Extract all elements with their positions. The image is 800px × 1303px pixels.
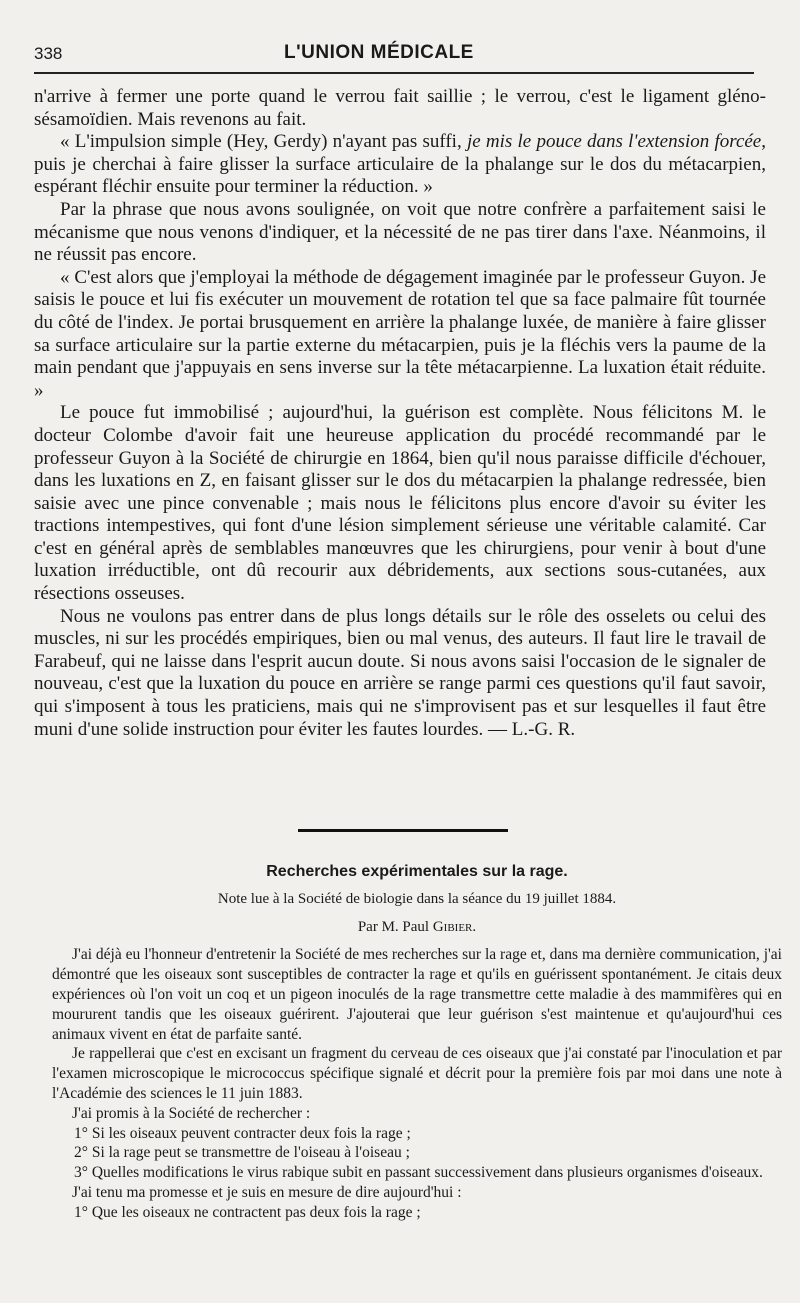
paragraph: Nous ne voulons pas entrer dans de plus longs détails sur le rôle des osselets ou celui des muscles, ni sur les procédés empiriques, bien ou mal venus, des auteurs. Il faut lire le travail de Farabeuf, qui ne laisse dans l'esprit aucun doute. Si nous avons saisi l'occasion de le signaler de nouveau, c'est que la luxation du pouce en arrière se range parmi ces questions qu'il faut savoir, qui s'imposent à tous les praticiens, mais qui ne s'improvisent pas et sur lesquelles il faut être muni d'une solide instruction pour éviter les fautes lourdes. — L.-G. R. xyxy=(34,605,766,740)
article xyxy=(52,862,782,1223)
paragraph: Par la phrase que nous avons soulignée, on voit que notre confrère a parfaitement saisi le mécanisme que nous venons d'indiquer, et la nécessité de ne pas tirer dans l'axe. Néanmoins, il ne réussit pas encore. xyxy=(34,198,766,266)
paragraph: Je rappellerai que c'est en excisant un fragment du cerveau de ces oiseaux que j'ai constaté par l'inoculation et par l'examen microscopique le micrococcus spécifique signalé et décrit pour la première fois par moi dans une note à l'Académie des sciences le 11 juin 1883. xyxy=(52,1045,782,1102)
main-column xyxy=(34,86,766,741)
page-header xyxy=(34,44,754,72)
author-prefix: Par M. Paul xyxy=(357,918,433,935)
italic-text: je mis le pouce dans l'extension forcée xyxy=(466,131,762,153)
paragraph-text: « L'impulsion simple (Hey, Gerdy) n'ayant pas suffi, xyxy=(60,131,467,153)
header-rule xyxy=(34,72,754,74)
paragraph: « C'est alors que j'employai la méthode de dégagement imaginée par le professeur Guyon. Je saisis le pouce et lui fis exécuter un mouvement de rotation tel que sa face palmaire fût tournée du côté de l'index. Je portai brusquement en arrière la phalange luxée, de manière à faire glisser sa surface articulaire sur la partie externe du métacarpien, puis je la fléchis vers la paume de la main pendant que j'appuyais en sens inverse sur la tête métacarpienne. La luxation était réduite. » xyxy=(34,266,766,401)
paragraph-text: , puis je cherchai à faire glisser la surface articulaire de la phalange sur le dos du métacarpien, espérant fléchir ensuite pour terminer la réduction. » xyxy=(34,131,766,198)
list-item: 3° Quelles modifications le virus rabique subit en passant successivement dans plusieurs organismes d'oiseaux. xyxy=(74,1164,763,1182)
paragraph: n'arrive à fermer une porte quand le verrou fait saillie ; le verrou, c'est le ligament gléno-sésamoïdien. Mais revenons au fait. xyxy=(34,86,766,130)
article-title: Recherches expérimentales sur la rage. xyxy=(266,863,568,880)
paragraph: J'ai tenu ma promesse et je suis en mesure de dire aujourd'hui : xyxy=(72,1183,462,1201)
running-head: L'UNION MÉDICALE xyxy=(284,42,474,63)
paragraph: Le pouce fut immobilisé ; aujourd'hui, la guérison est complète. Nous félicitons M. le docteur Colombe d'avoir fait une heureuse application du procédé recommandé par le professeur Guyon à la Société de chirurgie en 1864, bien qu'il nous paraisse difficile d'échouer, dans les luxations en Z, en faisant glisser sur le dos du métacarpien la phalange redressée, bien saisie avec une pince convenable ; mais nous le félicitons plus encore d'avoir su éviter les tractions intempestives, qui font d'une lésion simplement sérieuse une véritable calamité. Car c'est en général après de semblables manœuvres que les chirurgiens, pour venir à bout d'une luxation irréductible, ont dû recourir aux débridements, aux sections sous-cutanées, aux résections osseuses. xyxy=(34,402,766,605)
list-item: 1° Que les oiseaux ne contractent pas deux fois la rage ; xyxy=(74,1203,421,1221)
article-author xyxy=(52,918,782,938)
paragraph: J'ai promis à la Société de rechercher : xyxy=(72,1104,311,1122)
page-number: 338 xyxy=(34,44,63,63)
paragraph: J'ai déjà eu l'honneur d'entretenir la Société de mes recherches sur la rage et, dans ma dernière communication, j'ai démontré que les oiseaux sont susceptibles de contracter la rage et qu'ils en guérissent spontanément. Je citais deux expériences où l'on voit un coq et un pigeon inoculés de la rage transmettre cette maladie à des mammifères qui en moururent tandis que les oiseaux guérirent. J'ajouterai que leur guérison s'est maintenue et qu'aujourd'hui ces animaux vivent en état de parfaite santé. xyxy=(52,946,782,1043)
list-item: 2° Si la rage peut se transmettre de l'oiseau à l'oiseau ; xyxy=(74,1144,410,1162)
list-item: 1° Si les oiseaux peuvent contracter deux fois la rage ; xyxy=(74,1124,411,1142)
paragraph xyxy=(34,131,766,199)
author-name: Gibier. xyxy=(432,918,477,935)
section-divider xyxy=(298,829,508,832)
article-note: Note lue à la Société de biologie dans la séance du 19 juillet 1884. xyxy=(217,890,617,907)
